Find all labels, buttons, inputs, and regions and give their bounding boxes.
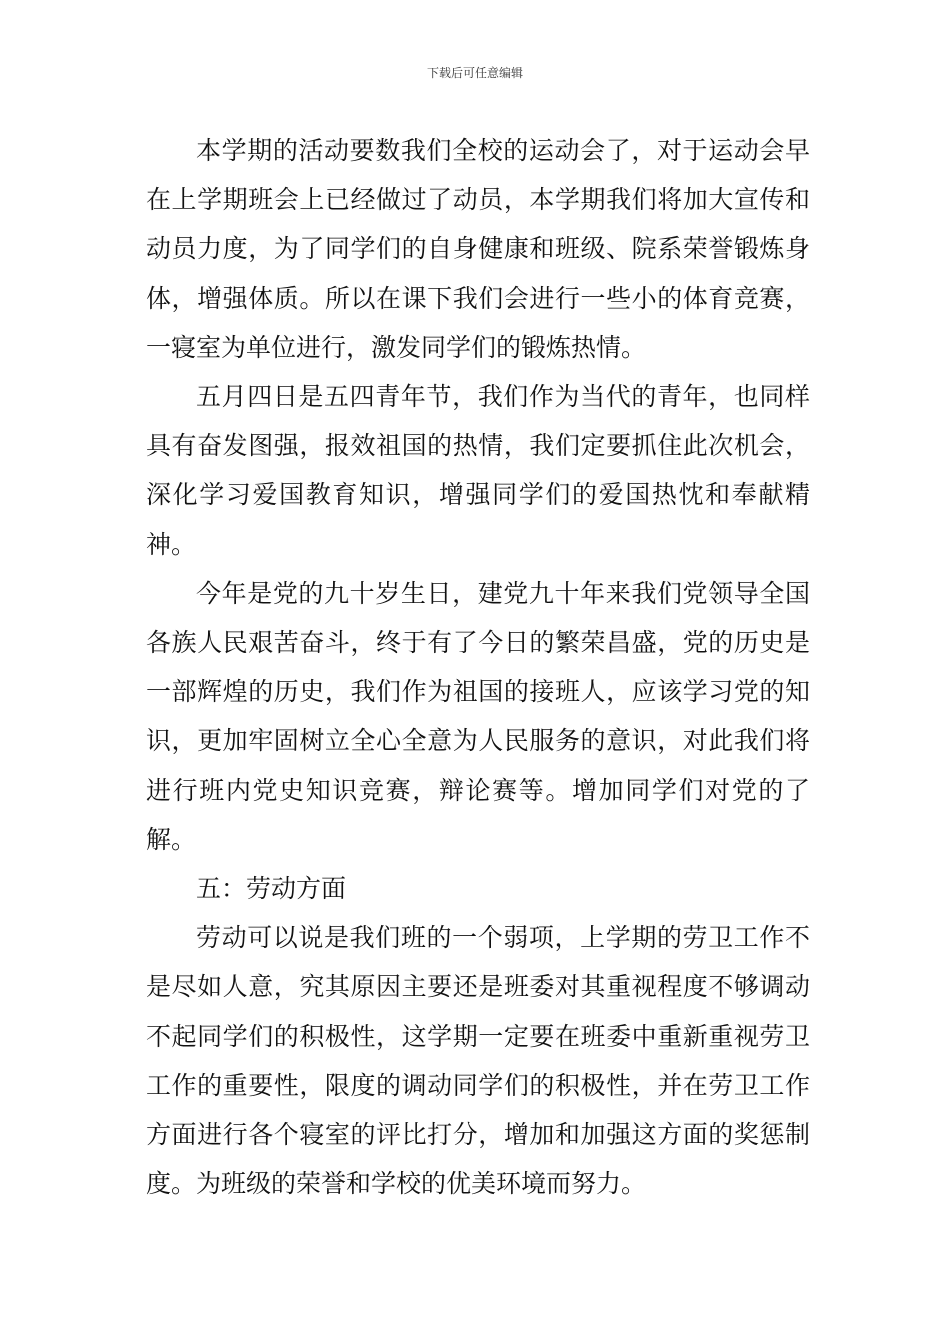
paragraph-youth-day: 五月四日是五四青年节，我们作为当代的青年，也同样具有奋发图强，报效祖国的热情，我们定要抓住此次机会，深化学习爱国教育知识，增强同学们的爱国热忱和奉献精神。 — [146, 382, 810, 559]
paragraph-sports-meet: 本学期的活动要数我们全校的运动会了，对于运动会早在上学期班会上已经做过了动员，本学期我们将加大宣传和动员力度，为了同学们的自身健康和班级、院系荣誉锻炼身体，增强体质。所以在课下我们会进行一些小的体育竞赛，一寝室为单位进行，激发同学们的锻炼热情。 — [146, 136, 810, 362]
paragraph-party-birthday: 今年是党的九十岁生日，建党九十年来我们党领导全国各族人民艰苦奋斗，终于有了今日的繁荣昌盛，党的历史是一部辉煌的历史，我们作为祖国的接班人，应该学习党的知识，更加牢固树立全心全意为人民服务的意识，对此我们将进行班内党史知识竞赛，辩论赛等。增加同学们对党的了解。 — [146, 578, 810, 854]
paragraph-labor: 劳动可以说是我们班的一个弱项，上学期的劳卫工作不是尽如人意，究其原因主要还是班委对其重视程度不够调动不起同学们的积极性，这学期一定要在班委中重新重视劳卫工作的重要性，限度的调动同学们的积极性，并在劳卫工作方面进行各个寝室的评比打分，增加和加强这方面的奖惩制度。为班级的荣誉和学校的优美环境而努力。 — [146, 923, 810, 1199]
page-header-note: 下载后可任意编辑 — [426, 66, 523, 80]
document-body — [146, 126, 810, 1208]
section-heading-labor: 五：劳动方面 — [196, 874, 347, 904]
